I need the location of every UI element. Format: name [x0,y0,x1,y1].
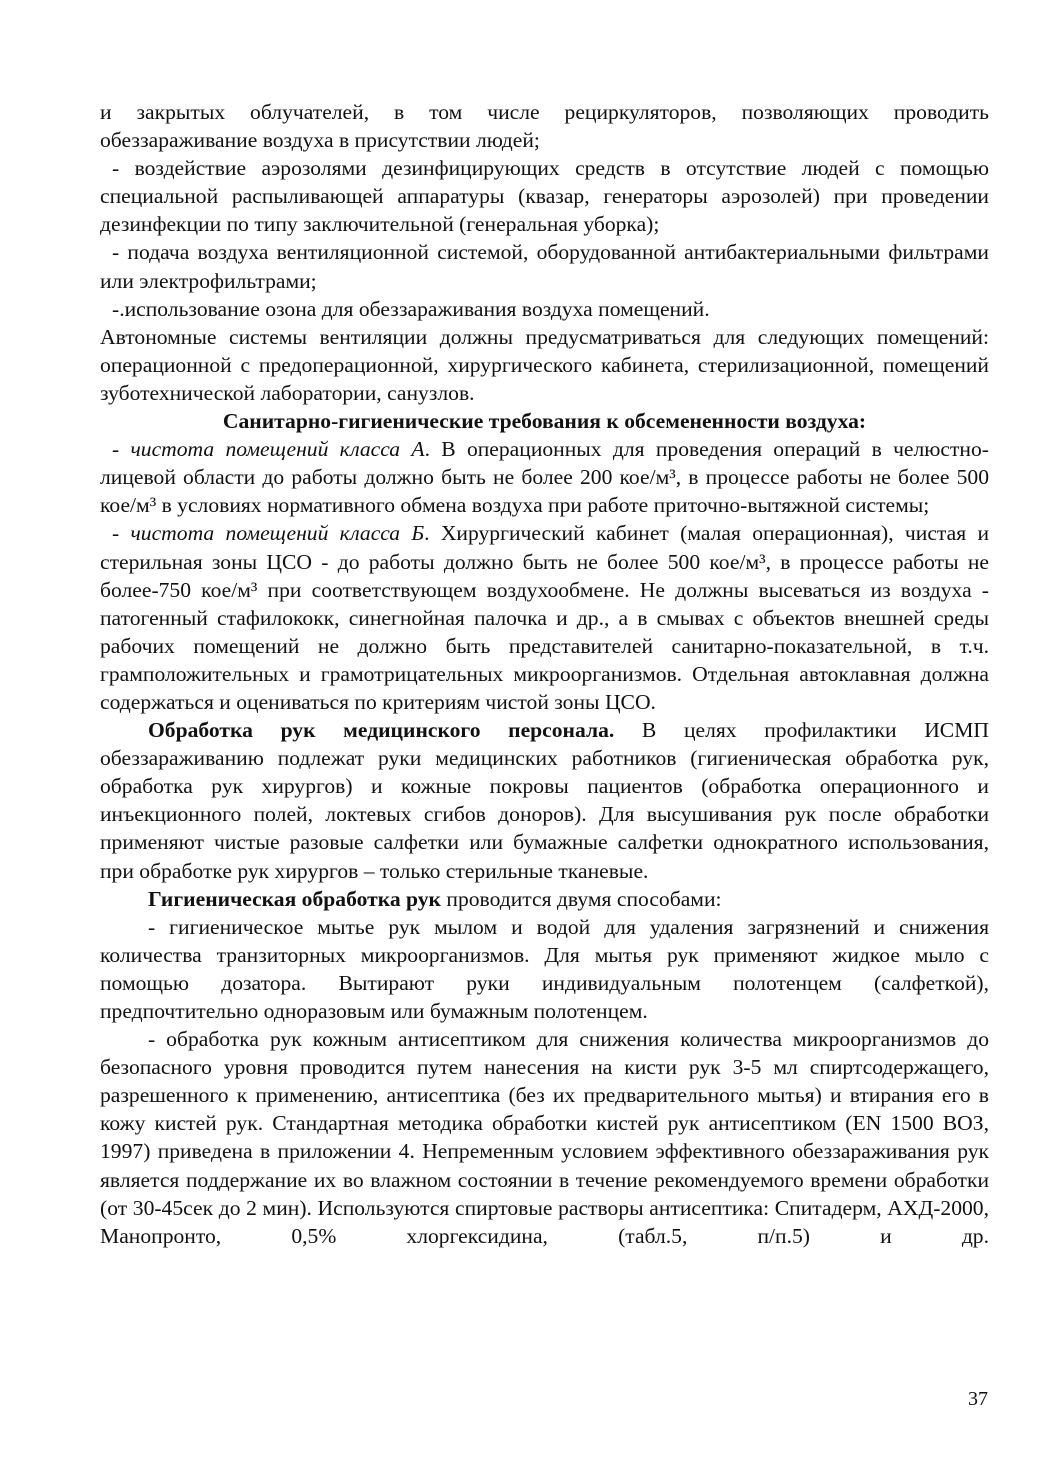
hand-treatment-heading: Обработка рук медицинского персонала. [148,718,615,743]
paragraph-class-a [100,435,989,519]
paragraph-aerosols: - воздействие аэрозолями дезинфицирующих средств в отсутствие людей с помощью специальной распыливающей аппаратуры (квазар, генераторы аэрозолей) при проведении дезинфекции по типу заключительной (генеральная уборка); [100,156,989,237]
paragraph-autonomous-ventilation: Автономные системы вентиляции должны предусматриваться для следующих помещений: операционной с предоперационной, хирургического кабинета, стерилизационной, помещений зуботехнической лаборатории, санузлов. [100,324,989,405]
paragraph-hygienic-treatment [100,885,989,913]
class-a-term: чистота помещений класса А [130,437,425,462]
paragraph-hand-washing: - гигиеническое мытье рук мылом и водой для удаления загрязнений и снижения количества транзиторных микроорганизмов. Для мытья рук применяют жидкое мыло с помощью дозатора. Вытирают руки индивидуальным полотенцем (салфеткой), предпочтительно одноразовым или бумажным полотенцем. [100,914,989,1023]
paragraph-irradiators: и закрытых облучателей, в том числе рециркуляторов, позволяющих проводить обеззараживание воздуха в присутствии людей; [100,100,989,153]
class-b-text: . Хирургический кабинет (малая операционная), чистая и стерильная зоны ЦСО - до работы должно быть не более 500 кое/м³, в процессе работы не более-750 кое/м³ при соответствующем воздухообмене. Не должны высеваться из воздуха - патогенный стафилококк, синегнойная палочка и др., а в смывах с объектов внешней среды рабочих помещений не должно быть представителей санитарно-показательной, в т.ч. грамположительных и грамотрицательных микроорганизмов. Отдельная автоклавная должна содержаться и оцениваться по критериям чистой зоны ЦСО. [100,521,990,714]
page-number: 37 [968,1388,988,1410]
section-heading-air-requirements [100,407,989,435]
document-page [100,98,989,1250]
heading-text: Санитарно-гигиенические требования к обсемененности воздуха: [222,409,867,434]
hygienic-treatment-heading: Гигиеническая обработка рук [148,886,441,911]
paragraph-class-b [100,519,989,716]
list-dash: - [112,437,131,462]
hygienic-treatment-text: проводится двумя способами: [440,886,722,911]
paragraph-antiseptic: - обработка рук кожным антисептиком для снижения количества микроорганизмов до безопасного уровня проводится путем нанесения на кисти рук 3-5 мл спиртсодержащего, разрешенного к применению, антисептика (без их предварительного мытья) и втирания его в кожу кистей рук. Стандартная методика обработки кистей рук антисептиком (EN 1500 ВОЗ, 1997) приведена в приложении 4. Непременным условием эффективного обеззараживания рук является поддержание их во влажном состоянии в течение рекомендуемого времени обработки (от 30-45сек до 2 мин). Используются спиртовые растворы антисептика: Спитадерм, АХД-2000, Манопронто, 0,5% хлоргексидина, (табл.5, п/п.5) и др. [100,1027,989,1248]
class-a-text: . В операционных для проведения операций в челюстно-лицевой области до работы должно быть не более 200 кое/м³, в процессе работы не более 500 кое/м³ в условиях нормативного обмена воздуха при работе приточно-вытяжной системы; [100,437,989,518]
list-dash: - [112,521,131,546]
paragraph-hand-treatment [100,716,989,885]
hand-treatment-text: В целях профилактики ИСМП обеззараживанию подлежат руки медицинских работников (гигиеническая обработка рук, обработка рук хирургов) и кожные покровы пациентов (обработка операционного и инъекционного полей, локтевых сгибов доноров). Для высушивания рук после обработки применяют чистые разовые салфетки или бумажные салфетки однократного использования, при обработке рук хирургов – только стерильные тканевые. [100,718,989,883]
class-b-term: чистота помещений класса Б [130,521,425,546]
paragraph-ozone: -.использование озона для обеззараживания воздуха помещений. [112,296,710,321]
paragraph-ventilation-supply: - подача воздуха вентиляционной системой, оборудованной антибактериальными фильтрами или электрофильтрами; [100,240,989,293]
